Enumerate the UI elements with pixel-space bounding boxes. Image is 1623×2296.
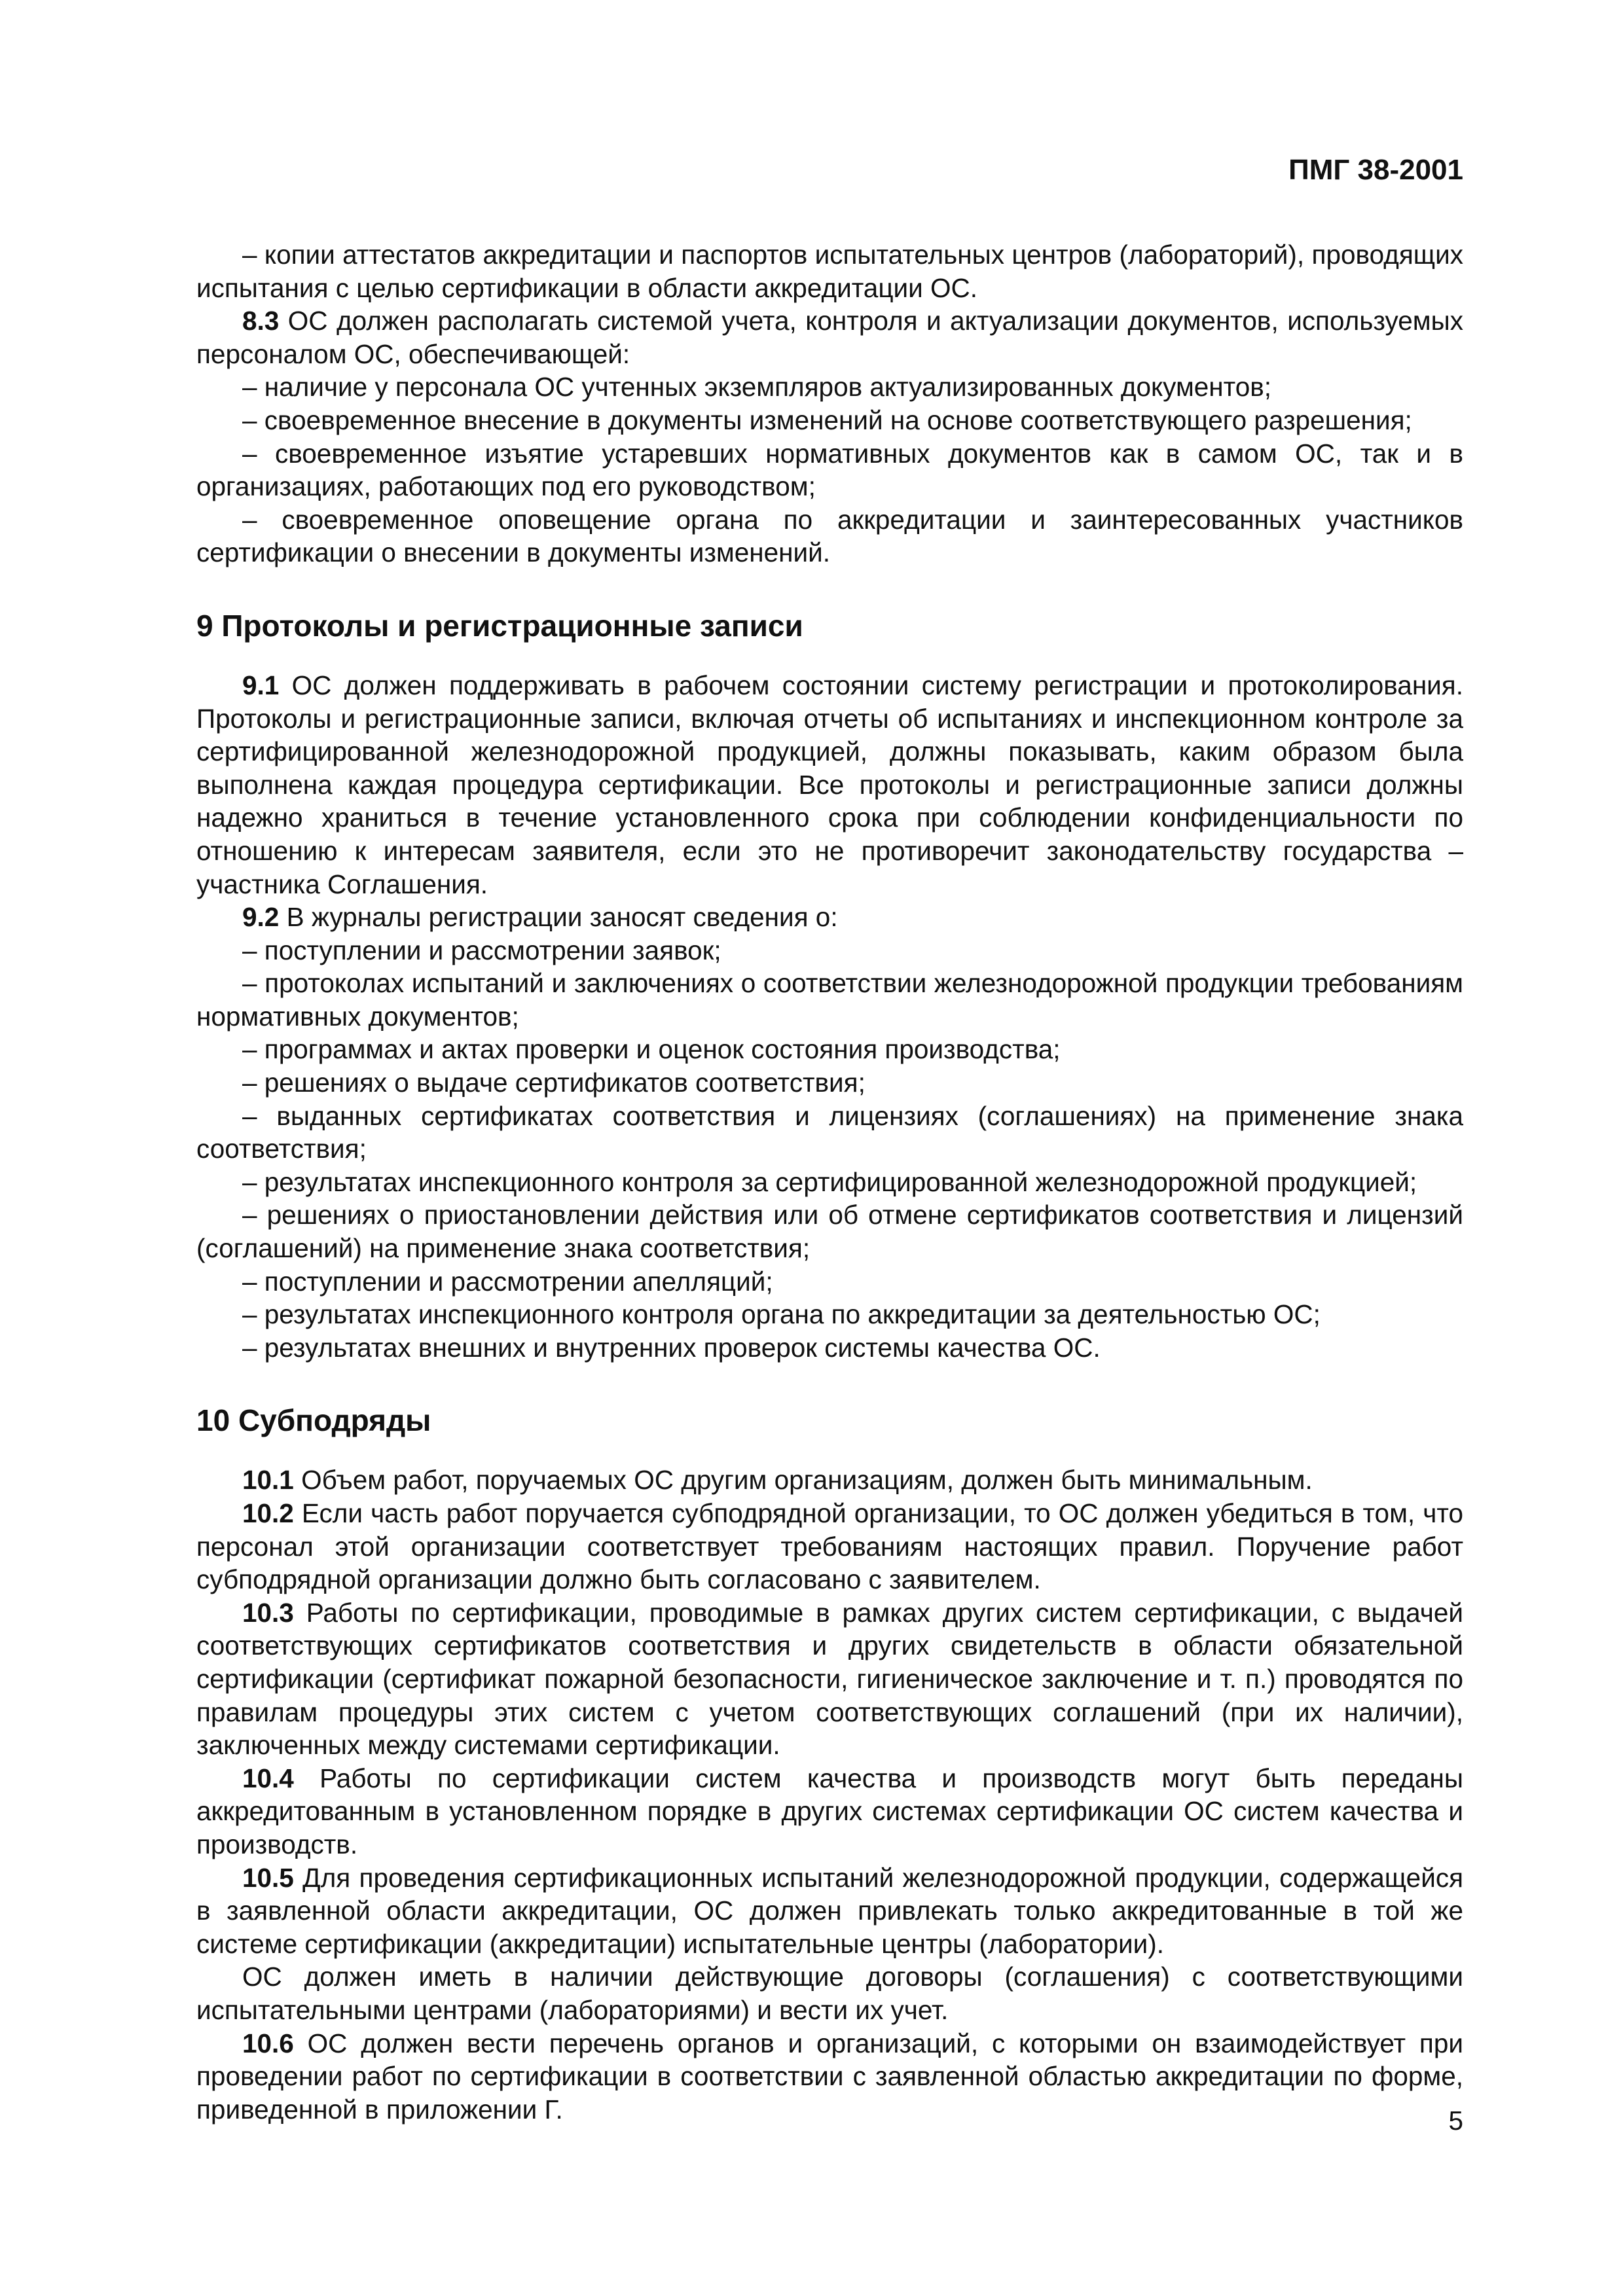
clause-10-2 — [196, 1497, 1463, 1596]
clause-number: 10.3 — [242, 1597, 294, 1628]
list-item: – своевременное оповещение органа по аккредитации и заинтересованных участников сертификации о внесении в документы изменений. — [196, 504, 1463, 568]
list-item: – результатах инспекционного контроля органа по аккредитации за деятельностью ОС; — [242, 1299, 1321, 1330]
clause-number: 8.3 — [242, 306, 280, 336]
list-item: – результатах внешних и внутренних проверок системы качества ОС. — [242, 1332, 1101, 1363]
list-item: – решениях о приостановлении действия или об отмене сертификатов соответствия и лицензий (соглашений) на применение знака соответствия; — [196, 1200, 1463, 1264]
clause-number: 10.4 — [242, 1763, 294, 1793]
clause-text: Работы по сертификации, проводимые в рамках других систем сертификации, с выдачей соответствующих сертификатов соответствия и других свидетельств в области обязательной сертификации (сертификат пожарной безопасности, гигиеническое заключение и т. п.) проводятся по правилам процедуры этих систем с учетом соответствующих соглашений (при их наличии), заключенных между системами сертификации. — [196, 1597, 1463, 1761]
clause-text: Работы по сертификации систем качества и производств могут быть переданы аккредитованным в установленном порядке в других системах сертификации ОС систем качества и производств. — [196, 1763, 1463, 1859]
clause-text: ОС должен поддерживать в рабочем состоянии систему регистрации и протоколирования. Протоколы и регистрационные записи, включая отчеты об испытаниях и инспекционном контроле за сертифицированной железнодорожной продукцией, должны показывать, каким образом была выполнена каждая процедура сертификации. Все протоколы и регистрационные записи должны надежно храниться в течение установленного срока при соблюдении конфиденциальности по отношению к интересам заявителя, если это не противоречит законодательству государства – участника Соглашения. — [196, 670, 1463, 899]
clause-10-5 — [196, 1861, 1463, 1961]
list-item: – поступлении и рассмотрении заявок; — [242, 935, 721, 965]
list-item: – протоколах испытаний и заключениях о соответствии железнодорожной продукции требованиям нормативных документов; — [196, 968, 1463, 1031]
section-heading-9: 9 Протоколы и регистрационные записи — [196, 608, 803, 643]
clause-9-2 — [196, 901, 1463, 934]
clause-number: 10.6 — [242, 2028, 294, 2058]
list-item: – выданных сертификатах соответствия и лицензиях (соглашениях) на применение знака соответствия; — [196, 1100, 1463, 1164]
clause-number: 10.1 — [242, 1465, 294, 1496]
clause-text: ОС должен иметь в наличии действующие договоры (соглашения) с соответствующими испытательными центрами (лабораториями) и вести их учет. — [196, 1962, 1463, 2025]
clause-10-1 — [196, 1463, 1463, 1497]
clause-text: В журналы регистрации заносят сведения о: — [279, 902, 838, 933]
clause-10-3 — [196, 1596, 1463, 1762]
page-number: 5 — [1448, 2106, 1463, 2136]
list-item: – программах и актах проверки и оценок состояния производства; — [242, 1034, 1061, 1065]
clause-text: ОС должен вести перечень органов и организаций, с которыми он взаимодействует при проведении работ по сертификации в соответствии с заявленной областью аккредитации по форме, приведенной в приложении Г. — [196, 2028, 1463, 2125]
list-item: – результатах инспекционного контроля за сертифицированной железнодорожной продукцией; — [242, 1166, 1417, 1197]
clause-9-1 — [196, 669, 1463, 901]
clause-10-4 — [196, 1762, 1463, 1861]
clause-number: 10.5 — [242, 1862, 294, 1893]
clause-text: Для проведения сертификационных испытаний железнодорожной продукции, содержащейся в заявленной области аккредитации, ОС должен привлекать только аккредитованные в той же системе сертификации (аккредитации) испытательные центры (лаборатории). — [196, 1862, 1463, 1959]
list-item: – своевременное внесение в документы изменений на основе соответствующего разрешения; — [242, 404, 1412, 435]
list-item: – копии аттестатов аккредитации и паспортов испытательных центров (лабораторий), проводящих испытания с целью сертификации в области аккредитации ОС. — [196, 240, 1463, 303]
list-item: – наличие у персонала ОС учтенных экземпляров актуализированных документов; — [242, 372, 1272, 403]
clause-number: 9.2 — [242, 902, 280, 933]
page-body — [196, 151, 1463, 2126]
clause-text: Объем работ, поручаемых ОС другим организациям, должен быть минимальным. — [293, 1465, 1313, 1496]
list-item: – поступлении и рассмотрении апелляций; — [242, 1266, 773, 1297]
section-heading-10: 10 Субподряды — [196, 1403, 431, 1438]
clause-text: Если часть работ поручается субподрядной организации, то ОС должен убедиться в том, что персонал этой организации соответствует требованиям настоящих правил. Поручение работ субподрядной организации должно быть согласовано с заявителем. — [196, 1498, 1463, 1595]
list-item: – своевременное изъятие устаревших нормативных документов как в самом ОС, так и в организациях, работающих под его руководством; — [196, 438, 1463, 502]
list-item: – решениях о выдаче сертификатов соответствия; — [242, 1067, 866, 1098]
clause-number: 10.2 — [242, 1498, 294, 1528]
clause-8-3 — [196, 304, 1463, 370]
document-code: ПМГ 38-2001 — [1288, 154, 1463, 186]
clause-number: 9.1 — [242, 670, 280, 700]
clause-10-5-continuation — [196, 1960, 1463, 2026]
clause-10-6 — [196, 2027, 1463, 2126]
clause-text: ОС должен располагать системой учета, контроля и актуализации документов, используемых персоналом ОС, обеспечивающей: — [196, 306, 1463, 369]
